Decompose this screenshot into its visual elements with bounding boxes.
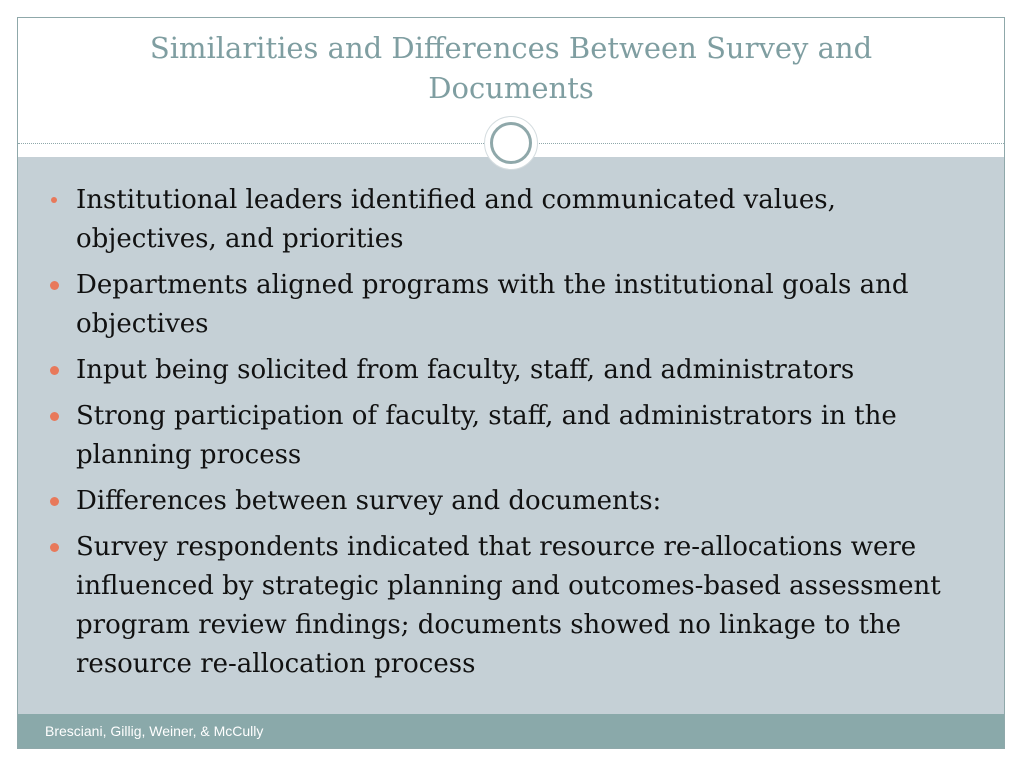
bullet-marker-icon bbox=[50, 543, 59, 552]
content-area bbox=[18, 157, 1004, 715]
bullet-marker-icon bbox=[51, 197, 57, 203]
bullet-text: Differences between survey and documents: bbox=[76, 486, 662, 516]
bullet-text: Strong participation of faculty, staff, and administrators in the planning process bbox=[76, 401, 897, 470]
slide-title: Similarities and Differences Between Survey and Documents bbox=[149, 31, 873, 105]
bullet-item bbox=[46, 181, 980, 259]
footer-bar bbox=[18, 714, 1004, 748]
footer-authors: Bresciani, Gillig, Weiner, & McCully bbox=[45, 723, 264, 739]
bullet-marker-icon bbox=[50, 281, 59, 290]
bullet-marker-icon bbox=[50, 366, 59, 375]
bullet-text: Departments aligned programs with the institutional goals and objectives bbox=[76, 270, 909, 339]
bullet-text: Input being solicited from faculty, staff, and administrators bbox=[76, 355, 855, 385]
double-ring-circle-icon bbox=[484, 116, 538, 170]
bullet-text: Institutional leaders identified and communicated values, objectives, and priorities bbox=[76, 185, 836, 254]
bullet-marker-icon bbox=[50, 497, 59, 506]
slide bbox=[17, 17, 1005, 749]
bullet-item bbox=[46, 266, 980, 344]
bullet-item bbox=[46, 528, 980, 684]
bullet-text: Survey respondents indicated that resource re-allocations were influenced by strategic planning and outcomes-based assessment program review findings; documents showed no linkage to the resource re-allocation process bbox=[76, 532, 941, 679]
bullet-item bbox=[46, 351, 980, 390]
bullet-item bbox=[46, 397, 980, 475]
bullet-marker-icon bbox=[50, 412, 59, 421]
bullet-item bbox=[46, 482, 980, 521]
bullet-list bbox=[46, 181, 980, 691]
ornament-inner-ring bbox=[490, 122, 532, 164]
